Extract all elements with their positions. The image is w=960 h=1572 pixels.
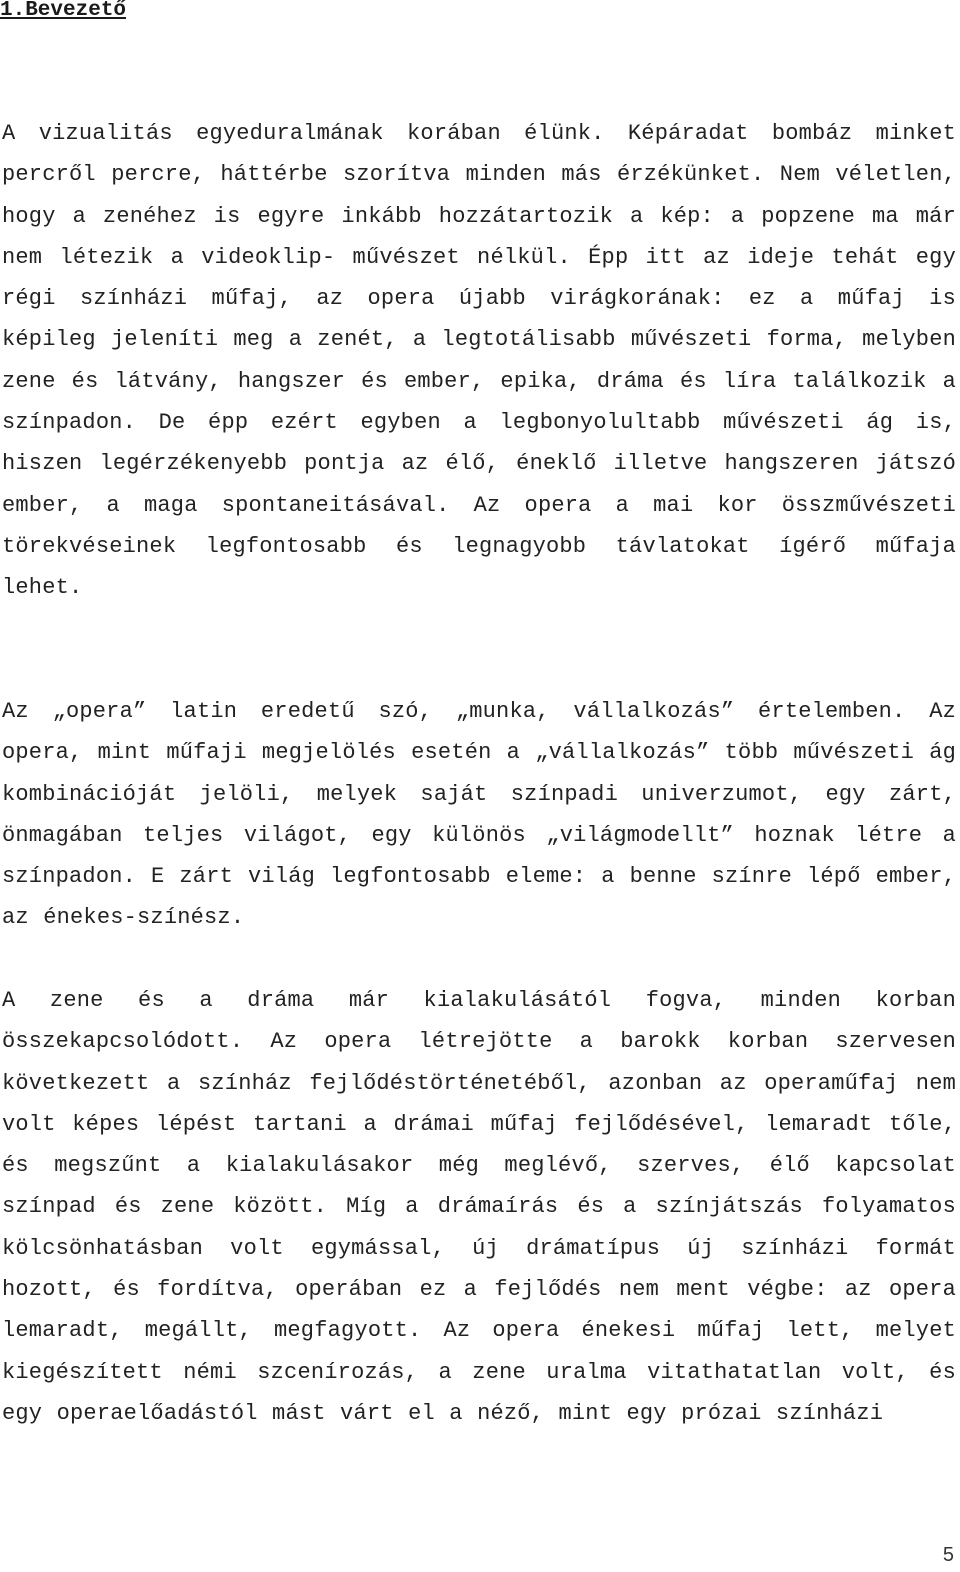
paragraph-music-drama: A zene és a dráma már kialakulásától fogva, minden korban összekapcsolódott. Az opera létrejötte a barokk korban szervesen következett a színház fejlődéstörténetéből, azonban az operaműfaj nem volt képes lépést tartani a drámai műfaj fejlődésével, lemaradt tőle, és megszűnt a kialakulásakor még meglévő, szerves, élő kapcsolat színpad és zene között. Míg a drámaírás és a színjátszás folyamatos kölcsönhatásban volt egymással, új drámatípus új színházi formát hozott, és fordítva, operában ez a fejlődés nem ment végbe: az opera lemaradt, megállt, megfagyott. Az opera énekesi műfaj lett, melyet kiegészített némi szcenírozás, a zene uralma vitathatatlan volt, és egy operaelőadástól mást várt el a néző, mint egy prózai színházi bbox=[2, 988, 956, 1426]
paragraph-opera-definition: Az „opera” latin eredetű szó, „munka, vállalkozás” értelemben. Az opera, mint műfaji megjelölés esetén a „vállalkozás” több művészeti ág kombinációját jelöli, melyek saját színpadi univerzumot, egy zárt, önmagában teljes világot, egy különös „világmodellt” hoznak létre a színpadon. E zárt világ legfontosabb eleme: a benne színre lépő ember, az énekes-színész. bbox=[2, 699, 956, 931]
page-number: 5 bbox=[942, 1544, 954, 1566]
section-heading: 1.Bevezető bbox=[0, 0, 127, 22]
paragraph-intro: A vizualitás egyeduralmának korában élünk. Képáradat bombáz minket percről percre, háttérbe szorítva minden más érzékünket. Nem véletlen, hogy a zenéhez is egyre inkább hozzátartozik a kép: a popzene ma már nem létezik a videoklip- művészet nélkül. Épp itt az ideje tehát egy régi színházi műfaj, az opera újabb virágkorának: ez a műfaj is képileg jeleníti meg a zenét, a legtotálisabb művészeti forma, melyben zene és látvány, hangszer és ember, epika, dráma és líra találkozik a színpadon. De épp ezért egyben a legbonyolultabb művészeti ág is, hiszen legérzékenyebb pontja az élő, éneklő illetve hangszeren játszó ember, a maga spontaneitásával. Az opera a mai kor összművészeti törekvéseinek legfontosabb és legnagyobb távlatokat ígérő műfaja lehet. bbox=[2, 121, 956, 601]
